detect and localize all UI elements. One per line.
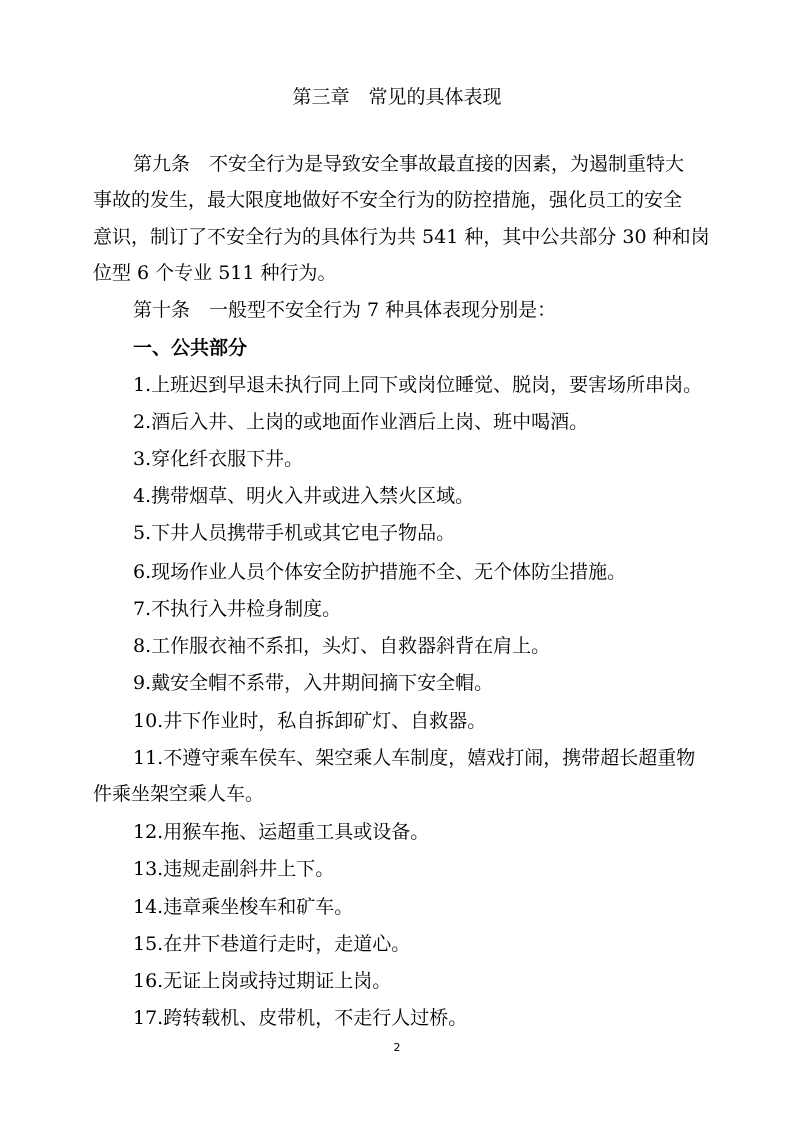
page-number: 2 [393,1041,401,1054]
article-9-line-2: 事故的发生，最大限度地做好不安全行为的防控措施，强化员工的安全 [93,189,683,211]
chapter-title: 第三章 常见的具体表现 [292,86,502,108]
list-item: 12.用猴车拖、运超重工具或设备。 [133,821,430,843]
list-item: 10.井下作业时，私自拆卸矿灯、自救器。 [133,710,487,732]
list-item: 17.跨转载机、皮带机，不走行人过桥。 [133,1007,468,1029]
section-heading: 一、公共部分 [133,337,248,359]
list-item: 15.在井下巷道行走时，走道心。 [133,933,411,955]
article-9-line-3: 意识，制订了不安全行为的具体行为共 541 种，其中公共部分 30 种和岗 [93,226,710,248]
list-item: 5.下井人员携带手机或其它电子物品。 [133,522,456,544]
list-item: 8.工作服衣袖不系扣，头灯、自救器斜背在肩上。 [133,635,551,657]
article-9-line-1: 第九条 不安全行为是导致安全事故最直接的因素，为遏制重特大 [133,153,685,175]
list-item: 4.携带烟草、明火入井或进入禁火区域。 [133,485,475,507]
list-item: 6.现场作业人员个体安全防护措施不全、无个体防尘措施。 [133,561,627,583]
list-item: 16.无证上岗或持过期证上岗。 [133,970,392,992]
list-item-continuation: 件乘坐架空乘人车。 [93,783,265,805]
list-item: 2.酒后入井、上岗的或地面作业酒后上岗、班中喝酒。 [133,411,589,433]
list-item: 9.戴安全帽不系带，入井期间摘下安全帽。 [133,672,494,694]
list-item: 11.不遵守乘车侯车、架空乘人车制度，嬉戏打闹，携带超长超重物 [133,747,696,769]
list-item: 3.穿化纤衣服下井。 [133,448,304,470]
list-item: 13.违规走副斜井上下。 [133,858,335,880]
list-item: 14.违章乘坐梭车和矿车。 [133,896,354,918]
list-item: 1.上班迟到早退未执行同上同下或岗位睡觉、脱岗，要害场所串岗。 [133,374,703,396]
list-item: 7.不执行入井检身制度。 [133,598,342,620]
article-10: 第十条 一般型不安全行为 7 种具体表现分别是： [133,299,557,321]
article-9-line-4: 位型 6 个专业 511 种行为。 [93,262,337,284]
